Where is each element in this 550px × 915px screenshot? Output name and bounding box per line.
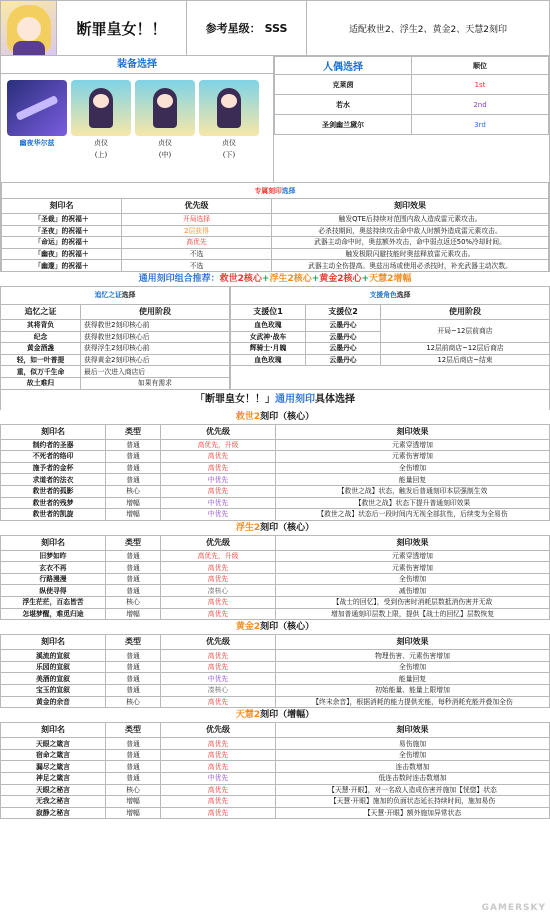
table-row bbox=[1, 773, 550, 785]
table-row bbox=[2, 260, 549, 272]
group-table bbox=[0, 634, 550, 708]
priority: 高优先 bbox=[161, 796, 276, 808]
sigil-name: 神足之箴言 bbox=[1, 773, 106, 785]
memory-section bbox=[0, 286, 230, 390]
priority: 高优先 bbox=[161, 485, 276, 497]
table-row bbox=[1, 685, 550, 697]
memory-stage: 最后一次进入商店后 bbox=[81, 366, 230, 378]
effect: 连击数增加 bbox=[276, 761, 550, 773]
priority: 不选 bbox=[122, 260, 272, 272]
combo-part: 浮生2核心 bbox=[269, 273, 312, 284]
sigil-name: 宿命之箴言 bbox=[1, 749, 106, 761]
column-header: 刻印效果 bbox=[276, 424, 550, 439]
sigil-name: 浮生茫茫，百态皆苦 bbox=[1, 597, 106, 609]
sigil-type: 增幅 bbox=[106, 807, 161, 819]
column-header: 优先级 bbox=[161, 424, 276, 439]
sigil-position: (下) bbox=[222, 151, 236, 159]
table-row bbox=[1, 650, 550, 662]
support-title-a: 支援角色 bbox=[369, 291, 397, 300]
sigil-name: 求道者的法衣 bbox=[1, 474, 106, 486]
effect: 元素穿透增加 bbox=[276, 439, 550, 451]
table-row bbox=[1, 573, 550, 585]
memory-stage: 获得救世2刻印核心后 bbox=[81, 331, 230, 343]
suited-sigils: 适配救世2、浮生2、黄金2、天慧2刻印 bbox=[349, 24, 507, 35]
specific-tail: 具体选择 bbox=[315, 393, 355, 405]
col-priority: 优先级 bbox=[122, 199, 272, 214]
table-row bbox=[1, 354, 230, 366]
doll-rank-header: 顺位 bbox=[412, 57, 549, 75]
sigil-image bbox=[199, 80, 259, 136]
priority: 高优先 bbox=[161, 696, 276, 708]
support-1: 血色玫瑰 bbox=[231, 319, 306, 331]
effect: 元素伤害增加 bbox=[276, 451, 550, 463]
support-1: 血色玫瑰 bbox=[231, 354, 306, 366]
sigil-type: 增幅 bbox=[106, 796, 161, 808]
specific-mid: 通用刻印 bbox=[275, 393, 315, 405]
memory-stage: 获得浮生2刻印核心前 bbox=[81, 343, 230, 355]
effect: 元素伤害增加 bbox=[276, 562, 550, 574]
sigil-type: 普通 bbox=[106, 773, 161, 785]
table-row bbox=[1, 673, 550, 685]
memory-title-a: 追忆之证 bbox=[94, 291, 122, 300]
group-table bbox=[0, 424, 550, 521]
sigil-label: 贞仪 bbox=[158, 139, 172, 147]
sigil-name: 不死者的络印 bbox=[1, 451, 106, 463]
equipment-section bbox=[1, 56, 274, 182]
support-section bbox=[230, 286, 550, 390]
priority: 高优先 bbox=[161, 573, 276, 585]
sigil-name: 施予者的金杯 bbox=[1, 462, 106, 474]
memory-name: 纪念 bbox=[1, 331, 81, 343]
priority: 2层获得 bbox=[122, 225, 272, 237]
table-row bbox=[1, 807, 550, 819]
table-row bbox=[1, 462, 550, 474]
memory-name: 故土难归 bbox=[1, 377, 81, 389]
effect: 全伤增加 bbox=[276, 573, 550, 585]
col-stage: 使用阶段 bbox=[381, 304, 550, 319]
sigil-name: 溪流的宣叙 bbox=[1, 650, 106, 662]
col-sigil-name: 刻印名 bbox=[2, 199, 122, 214]
specific-title: 「断罪皇女！！」通用刻印具体选择 bbox=[0, 390, 550, 410]
sigil-name: 乐园的宣叙 bbox=[1, 661, 106, 673]
sigil-type: 普通 bbox=[106, 462, 161, 474]
sigil-name: 美酒的宣叙 bbox=[1, 673, 106, 685]
sigil-name: 「幽夜」的祝福＋ bbox=[2, 248, 122, 260]
effect: 低连击数时连击数增加 bbox=[276, 773, 550, 785]
sigil-name: 制约者的圣器 bbox=[1, 439, 106, 451]
priority: 中优先 bbox=[161, 673, 276, 685]
col-support-1: 支援位1 bbox=[231, 304, 306, 319]
group-title: 浮生2刻印（核心） bbox=[235, 522, 315, 533]
sigil-position: (上) bbox=[94, 151, 108, 159]
sigil-name: 玄衣不再 bbox=[1, 562, 106, 574]
sigil-name: 天眼之秘言 bbox=[1, 784, 106, 796]
memory-name: 轻，如一叶普提 bbox=[1, 354, 81, 366]
column-header: 类型 bbox=[106, 723, 161, 738]
priority: 高优先 bbox=[161, 761, 276, 773]
column-header: 刻印效果 bbox=[276, 723, 550, 738]
sigil-type: 普通 bbox=[106, 585, 161, 597]
weapon-label: 幽夜华尔兹 bbox=[19, 139, 55, 147]
support-1: 女武神·战车 bbox=[231, 331, 306, 343]
rating bbox=[187, 1, 307, 55]
combo-part: + bbox=[311, 273, 320, 284]
table-row bbox=[2, 225, 549, 237]
table-row bbox=[1, 661, 550, 673]
effect: 武器主动命中时，奥兹额外攻击，命中弱点返还50%冷却时间。 bbox=[272, 237, 549, 249]
column-header: 刻印名 bbox=[1, 635, 106, 650]
support-title-b: 选择 bbox=[396, 291, 411, 300]
sigil-position: (中) bbox=[158, 151, 172, 159]
column-header: 刻印名 bbox=[1, 424, 106, 439]
effect: 【终末余音】，根据消耗的能力提供充能，每秒消耗充能并叠加全伤 bbox=[276, 696, 550, 708]
priority: 高优先 bbox=[161, 807, 276, 819]
priority: 高优先 bbox=[161, 661, 276, 673]
combo-part: 天慧2增幅 bbox=[369, 273, 412, 284]
table-row bbox=[231, 319, 550, 331]
specific-char-name: 断罪皇女！！ bbox=[205, 393, 265, 405]
priority: 凑核心 bbox=[161, 585, 276, 597]
col-effect: 刻印效果 bbox=[272, 199, 549, 214]
sigil-name: 寂静之秘言 bbox=[1, 807, 106, 819]
sigil-name: 旧梦如昨 bbox=[1, 550, 106, 562]
column-header: 类型 bbox=[106, 635, 161, 650]
sigil-type: 普通 bbox=[106, 650, 161, 662]
sigil-type: 普通 bbox=[106, 451, 161, 463]
group-title: 黄金2刻印（核心） bbox=[235, 622, 315, 633]
memory-stage: 获得救世2刻印核心前 bbox=[81, 319, 230, 331]
combo-part: + bbox=[261, 273, 270, 284]
effect: 触发QTE后持续对范围内敌人造成雷元素攻击。 bbox=[272, 214, 549, 226]
sigil-type: 核心 bbox=[106, 485, 161, 497]
table-row bbox=[1, 377, 230, 389]
sigil-card-top bbox=[71, 80, 131, 166]
priority: 开局选择 bbox=[122, 214, 272, 226]
sigil-name: 救世者的凯旋 bbox=[1, 509, 106, 521]
memory-stage: 如果有需求 bbox=[81, 377, 230, 389]
sigil-name: 「圣裁」的祝福＋ bbox=[2, 214, 122, 226]
sigil-name: 天眼之箴言 bbox=[1, 738, 106, 750]
table-row bbox=[1, 439, 550, 451]
weapon-card bbox=[7, 80, 67, 166]
priority: 高优先 bbox=[161, 749, 276, 761]
table-row bbox=[1, 474, 550, 486]
table-row bbox=[1, 497, 550, 509]
sigil-type: 核心 bbox=[106, 784, 161, 796]
effect: 减伤增加 bbox=[276, 585, 550, 597]
effect: 全伤增加 bbox=[276, 462, 550, 474]
table-row bbox=[1, 366, 230, 378]
priority: 凑核心 bbox=[161, 685, 276, 697]
priority: 高优先 bbox=[161, 784, 276, 796]
sigil-label: 贞仪 bbox=[94, 139, 108, 147]
priority: 高优先 bbox=[122, 237, 272, 249]
sigil-name: 怎堪梦醒，难觅归途 bbox=[1, 608, 106, 620]
effect: 能量回复 bbox=[276, 474, 550, 486]
doll-title: 人偶选择 bbox=[275, 57, 412, 75]
exclusive-title-b: 选择 bbox=[281, 186, 296, 195]
support-stage: 12层前商店~12层后商店 bbox=[381, 343, 550, 355]
support-2: 云墨丹心 bbox=[306, 354, 381, 366]
table-row bbox=[1, 784, 550, 796]
column-header: 优先级 bbox=[161, 535, 276, 550]
effect: 全伤增加 bbox=[276, 661, 550, 673]
effect: 【天慧·开眼】施加的负面状态延长持续时间，施加易伤 bbox=[276, 796, 550, 808]
column-header: 类型 bbox=[106, 535, 161, 550]
group-table bbox=[0, 722, 550, 819]
sigil-type: 普通 bbox=[106, 550, 161, 562]
sigil-name: 宝玉的宣叙 bbox=[1, 685, 106, 697]
effect: 【救世之战】状态后一段时间内无视全部抗性，后续变为全易伤 bbox=[276, 509, 550, 521]
table-row bbox=[1, 796, 550, 808]
effect: 【救世之战】状态下提升普通刻印效果 bbox=[276, 497, 550, 509]
effect: 增加普通刻印层数上限，提供【战士的回忆】层数恢复 bbox=[276, 608, 550, 620]
column-header: 刻印名 bbox=[1, 723, 106, 738]
effect: 元素穿透增加 bbox=[276, 550, 550, 562]
sigil-groups bbox=[0, 410, 550, 820]
effect: 触发极限闪避技能时奥兹释放雷元素攻击。 bbox=[272, 248, 549, 260]
table-row bbox=[231, 354, 550, 366]
sigil-name: 「幽邃」的祝福＋ bbox=[2, 260, 122, 272]
doll-rank: 1st bbox=[412, 75, 549, 95]
priority: 高优先 bbox=[161, 597, 276, 609]
table-row bbox=[2, 214, 549, 226]
sigil-card-mid bbox=[135, 80, 195, 166]
sigil-type: 普通 bbox=[106, 439, 161, 451]
memory-title-b: 选择 bbox=[121, 291, 136, 300]
column-header: 优先级 bbox=[161, 723, 276, 738]
sigil-name: 无我之秘言 bbox=[1, 796, 106, 808]
combo-part: 黄金2核心 bbox=[319, 273, 362, 284]
combo-parts bbox=[220, 274, 412, 284]
sigil-label: 贞仪 bbox=[222, 139, 236, 147]
table-row bbox=[1, 761, 550, 773]
sigil-type: 普通 bbox=[106, 474, 161, 486]
character-name: 断罪皇女！！ bbox=[57, 1, 187, 55]
sigil-type: 普通 bbox=[106, 562, 161, 574]
sigil-name: 漏尽之箴言 bbox=[1, 761, 106, 773]
doll-rank: 2nd bbox=[412, 95, 549, 115]
table-row bbox=[1, 343, 230, 355]
priority: 中优先 bbox=[161, 474, 276, 486]
table-row bbox=[1, 319, 230, 331]
sigil-image bbox=[71, 80, 131, 136]
sigil-name: 救世者的残梦 bbox=[1, 497, 106, 509]
table-row bbox=[1, 597, 550, 609]
combo-part: + bbox=[361, 273, 370, 284]
group-title: 天慧2刻印（增幅） bbox=[235, 710, 315, 721]
effect: 武器主动全伤提高。奥兹出场或使用必杀技时，补充武器主动次数。 bbox=[272, 260, 549, 272]
table-row bbox=[1, 585, 550, 597]
combo-part: 救世2核心 bbox=[219, 273, 262, 284]
table-row bbox=[1, 509, 550, 521]
table-row bbox=[2, 248, 549, 260]
exclusive-title-a: 专属刻印 bbox=[254, 186, 282, 195]
column-header: 刻印效果 bbox=[276, 635, 550, 650]
priority: 高优先，升级 bbox=[161, 439, 276, 451]
sigil-type: 增幅 bbox=[106, 608, 161, 620]
table-row bbox=[2, 237, 549, 249]
sigil-type: 增幅 bbox=[106, 509, 161, 521]
sigil-name: 行路漫漫 bbox=[1, 573, 106, 585]
table-row bbox=[1, 451, 550, 463]
priority: 中优先 bbox=[161, 497, 276, 509]
priority: 高优先 bbox=[161, 608, 276, 620]
memory-name: 其将背负 bbox=[1, 319, 81, 331]
doll-name: 圣剑幽兰黛尔 bbox=[275, 115, 412, 135]
sigil-type: 普通 bbox=[106, 673, 161, 685]
sigil-type: 普通 bbox=[106, 685, 161, 697]
table-row bbox=[1, 608, 550, 620]
exclusive-section bbox=[0, 182, 550, 272]
table-row bbox=[1, 749, 550, 761]
effect: 能量回复 bbox=[276, 673, 550, 685]
doll-section bbox=[274, 56, 549, 182]
table-row bbox=[1, 738, 550, 750]
table-row bbox=[1, 550, 550, 562]
doll-name: 克莱茵 bbox=[275, 75, 412, 95]
column-header: 刻印名 bbox=[1, 535, 106, 550]
equipment-title: 装备选择 bbox=[1, 56, 273, 74]
sigil-type: 普通 bbox=[106, 749, 161, 761]
effect: 易伤施加 bbox=[276, 738, 550, 750]
support-stage: 开局~12层前商店 bbox=[381, 319, 550, 342]
support-2: 云墨丹心 bbox=[306, 343, 381, 355]
combo-prefix: 通用刻印组合推荐： bbox=[138, 273, 220, 284]
weapon-image bbox=[7, 80, 67, 136]
sigil-type: 核心 bbox=[106, 696, 161, 708]
sigil-type: 普通 bbox=[106, 738, 161, 750]
sigil-image bbox=[135, 80, 195, 136]
group-table bbox=[0, 535, 550, 621]
sigil-type: 普通 bbox=[106, 761, 161, 773]
col-support-2: 支援位2 bbox=[306, 304, 381, 319]
support-1: 辉骑士·月魄 bbox=[231, 343, 306, 355]
group-title: 救世2刻印（核心） bbox=[235, 411, 315, 422]
sigil-type: 普通 bbox=[106, 661, 161, 673]
effect: 初始能量、能量上限增加 bbox=[276, 685, 550, 697]
col-stage: 使用阶段 bbox=[81, 304, 230, 319]
col-memory: 追忆之证 bbox=[1, 304, 81, 319]
sigil-type: 增幅 bbox=[106, 497, 161, 509]
priority: 中优先 bbox=[161, 773, 276, 785]
general-combo-line bbox=[0, 272, 550, 286]
column-header: 优先级 bbox=[161, 635, 276, 650]
priority: 高优先 bbox=[161, 462, 276, 474]
memory-name: 黄金酒盏 bbox=[1, 343, 81, 355]
priority: 不选 bbox=[122, 248, 272, 260]
table-row bbox=[231, 343, 550, 355]
priority: 高优先 bbox=[161, 451, 276, 463]
column-header: 类型 bbox=[106, 424, 161, 439]
priority: 高优先，升级 bbox=[161, 550, 276, 562]
effect: 【救世之战】状态，触发后普通刻印本层强制生效 bbox=[276, 485, 550, 497]
sigil-name: 「命运」的祝福＋ bbox=[2, 237, 122, 249]
effect: 全伤增加 bbox=[276, 749, 550, 761]
effect: 物理伤害、元素伤害增加 bbox=[276, 650, 550, 662]
memory-stage: 获得黄金2刻印核心后 bbox=[81, 354, 230, 366]
sigil-name: 「圣夜」的祝福＋ bbox=[2, 225, 122, 237]
support-2: 云墨丹心 bbox=[306, 319, 381, 331]
support-2: 云墨丹心 bbox=[306, 331, 381, 343]
table-row bbox=[1, 696, 550, 708]
rating-label: 参考星级： bbox=[205, 22, 261, 35]
effect: 【战士的回忆】，受到伤害时消耗层数抵消伤害并无敌 bbox=[276, 597, 550, 609]
character-header bbox=[0, 0, 550, 56]
effect: 必杀技期间，奥兹持续攻击命中敌人时额外造成雷元素攻击。 bbox=[272, 225, 549, 237]
doll-rank: 3rd bbox=[412, 115, 549, 135]
table-row bbox=[1, 562, 550, 574]
effect: 【天慧·开眼】，对一名敌人造成伤害并施加【恍惚】状态 bbox=[276, 784, 550, 796]
support-stage: 12层后商店~结束 bbox=[381, 354, 550, 366]
column-header: 刻印效果 bbox=[276, 535, 550, 550]
character-avatar bbox=[1, 1, 57, 55]
priority: 中优先 bbox=[161, 509, 276, 521]
priority: 高优先 bbox=[161, 738, 276, 750]
sigil-type: 普通 bbox=[106, 573, 161, 585]
sigil-name: 救世者的孤影 bbox=[1, 485, 106, 497]
sigil-card-bottom bbox=[199, 80, 259, 166]
sigil-name: 黄金的余音 bbox=[1, 696, 106, 708]
doll-name: 若水 bbox=[275, 95, 412, 115]
memory-name: 重，似万千生命 bbox=[1, 366, 81, 378]
effect: 【天慧·开眼】额外施加异常状态 bbox=[276, 807, 550, 819]
watermark: GAMERSKY bbox=[481, 903, 546, 913]
table-row bbox=[1, 331, 230, 343]
priority: 高优先 bbox=[161, 562, 276, 574]
table-row bbox=[1, 485, 550, 497]
priority: 高优先 bbox=[161, 650, 276, 662]
sigil-name: 纵使寻得 bbox=[1, 585, 106, 597]
sigil-type: 核心 bbox=[106, 597, 161, 609]
rating-value: SSS bbox=[264, 21, 288, 35]
